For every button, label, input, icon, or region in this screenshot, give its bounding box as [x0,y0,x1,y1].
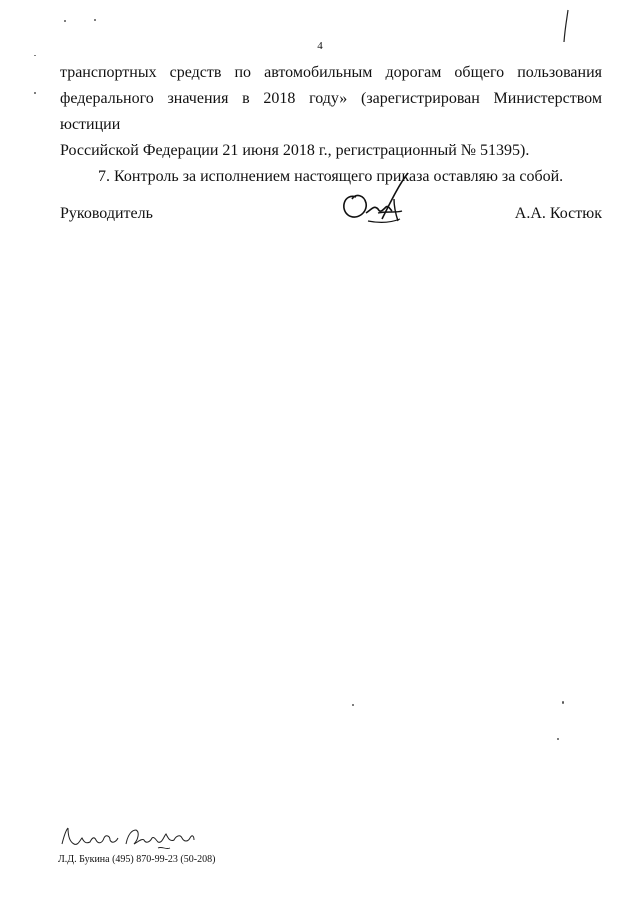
scan-speck [94,19,96,21]
signatory-title: Руководитель [60,205,153,222]
scan-speck [352,704,354,706]
executor-contact: Л.Д. Букина (495) 870-99-23 (50-208) [58,854,216,865]
scan-speck [562,701,564,704]
scan-speck [34,92,36,94]
paragraph-1 [60,60,602,164]
page-number: 4 [317,40,323,52]
scan-speck [64,20,66,22]
handwritten-signature [338,169,418,231]
scan-speck [34,55,36,56]
paragraph-1-line: Российской Федерации 21 июня 2018 г., регистрационный № 51395). [60,142,530,159]
paragraph-1-line: транспортных средств по автомобильным дорогам общего пользования [60,64,602,81]
executor-block [58,826,318,865]
document-body [60,60,602,190]
signatory-name: А.А. Костюк [514,205,602,222]
paragraph-1-line: федерального значения в 2018 году» (зарегистрирован Министерством юстиции [60,90,602,133]
paragraph-7: 7. Контроль за исполнением настоящего приказа оставляю за собой. [98,168,564,185]
signature-block [60,205,602,229]
pen-mark [556,8,576,44]
scan-speck [557,738,559,740]
executor-handwritten-name [58,826,198,852]
